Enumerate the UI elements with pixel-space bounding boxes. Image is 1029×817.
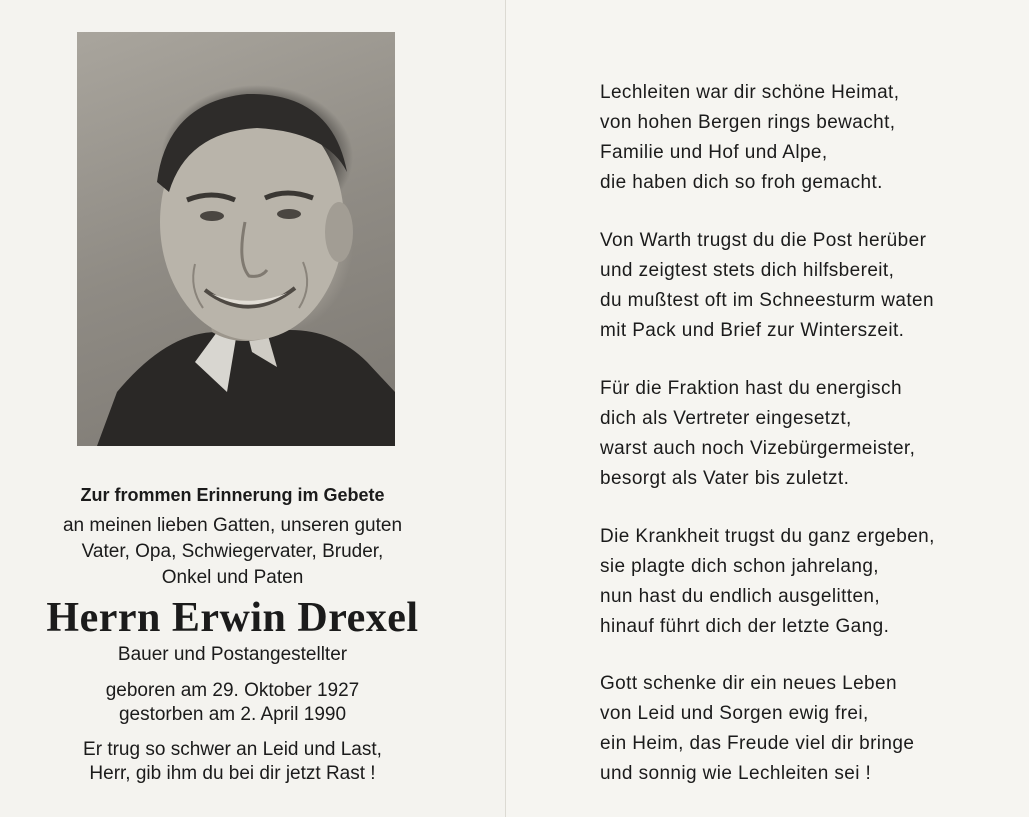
deceased-name: Herrn Erwin Drexel: [46, 595, 419, 641]
poem-line: mit Pack und Brief zur Winterszeit.: [600, 320, 905, 341]
prayer-line: Herr, gib ihm du bei dir jetzt Rast !: [89, 763, 376, 784]
poem-line: die haben dich so froh gemacht.: [600, 172, 883, 193]
poem-stanza-2: [600, 226, 1010, 346]
life-dates: [0, 679, 465, 727]
poem-line: Die Krankheit trugst du ganz ergeben,: [600, 526, 935, 547]
poem-stanza-5: [600, 669, 1010, 789]
dedication-line: an meinen lieben Gatten, unseren guten: [62, 515, 403, 536]
memorial-heading: Zur frommen Erinnerung im Gebete: [80, 485, 385, 505]
poem-line: besorgt als Vater bis zuletzt.: [600, 468, 850, 489]
occupation: Bauer und Postangestellter: [117, 644, 348, 665]
poem-line: Familie und Hof und Alpe,: [600, 142, 828, 163]
poem-line: hinauf führt dich der letzte Gang.: [600, 616, 890, 637]
card-fold: [505, 0, 506, 817]
portrait-figure: [77, 32, 395, 446]
poem-line: dich als Vertreter eingesetzt,: [600, 408, 852, 429]
poem-line: du mußtest oft im Schneesturm waten: [600, 290, 934, 311]
poem-line: und sonnig wie Lechleiten sei !: [600, 763, 872, 784]
closing-prayer: [0, 738, 465, 786]
poem-line: von Leid und Sorgen ewig frei,: [600, 703, 869, 724]
portrait-photo: [77, 32, 395, 446]
poem-line: ein Heim, das Freude viel dir bringe: [600, 733, 915, 754]
poem-stanza-1: [600, 78, 1010, 198]
poem-line: sie plagte dich schon jahrelang,: [600, 556, 879, 577]
death-date: gestorben am 2. April 1990: [118, 704, 347, 725]
poem-line: nun hast du endlich ausgelitten,: [600, 586, 881, 607]
dedication-line: Onkel und Paten: [161, 567, 304, 588]
dedication-text: [0, 513, 465, 591]
prayer-line: Er trug so schwer an Leid und Last,: [83, 739, 382, 760]
poem-line: Gott schenke dir ein neues Leben: [600, 673, 897, 694]
poem-line: von hohen Bergen rings bewacht,: [600, 112, 896, 133]
poem-line: Lechleiten war dir schöne Heimat,: [600, 82, 900, 103]
poem-line: und zeigtest stets dich hilfsbereit,: [600, 260, 895, 281]
poem-stanza-4: [600, 522, 1010, 642]
birth-date: geboren am 29. Oktober 1927: [105, 680, 360, 701]
poem-line: warst auch noch Vizebürgermeister,: [600, 438, 916, 459]
poem-line: Für die Fraktion hast du energisch: [600, 378, 902, 399]
poem-stanza-3: [600, 374, 1010, 494]
poem-line: Von Warth trugst du die Post herüber: [600, 230, 927, 251]
dedication-line: Vater, Opa, Schwiegervater, Bruder,: [81, 541, 384, 562]
